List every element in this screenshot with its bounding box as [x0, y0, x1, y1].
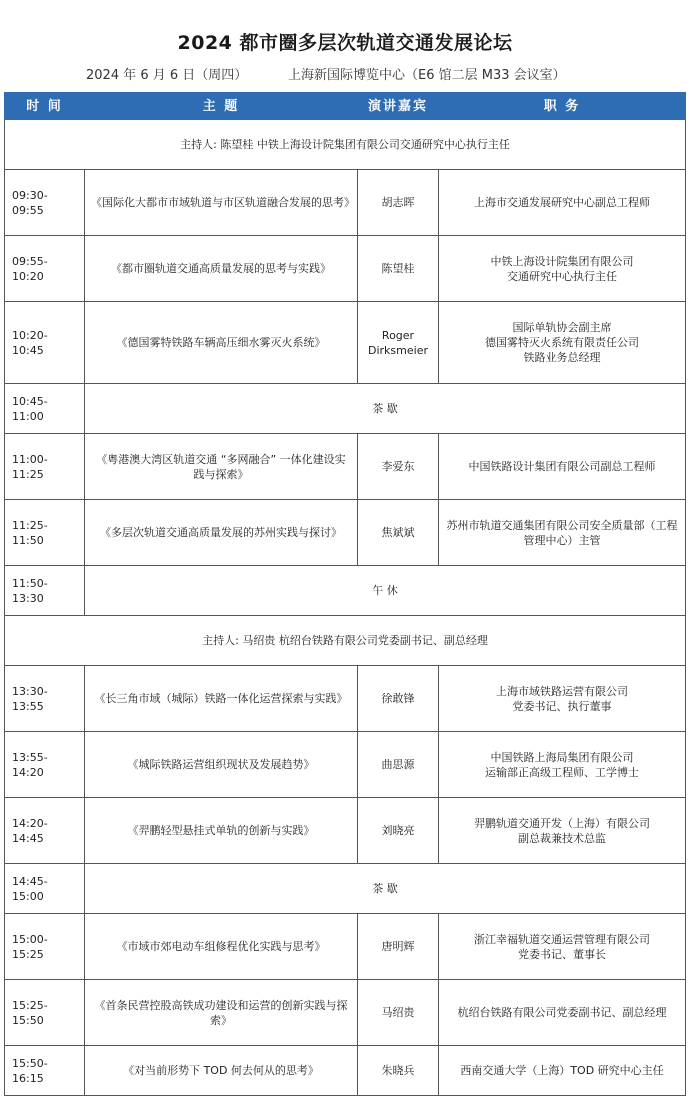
host-cell: 主持人: 陈望桂 中铁上海设计院集团有限公司交通研究中心执行主任 [5, 120, 686, 170]
time-cell: 09:55-10:20 [5, 236, 85, 302]
time-cell: 09:30-09:55 [5, 170, 85, 236]
speaker-cell: 朱晓兵 [358, 1046, 439, 1096]
role-cell: 杭绍台铁路有限公司党委副书记、副总经理 [439, 980, 686, 1046]
table-row [5, 864, 686, 914]
topic-cell: 《首条民营控股高铁成功建设和运营的创新实践与探索》 [85, 980, 358, 1046]
role-cell: 中国铁路设计集团有限公司副总工程师 [439, 434, 686, 500]
time-cell: 14:45-15:00 [5, 864, 85, 914]
header-role: 职 务 [439, 93, 686, 120]
speaker-cell: 徐敢锋 [358, 666, 439, 732]
table-row [5, 302, 686, 384]
break-cell: 午 休 [85, 566, 686, 616]
speaker-cell: 马绍贵 [358, 980, 439, 1046]
topic-cell: 《对当前形势下 TOD 何去何从的思考》 [85, 1046, 358, 1096]
table-row [5, 434, 686, 500]
topic-cell: 《城际铁路运营组织现状及发展趋势》 [85, 732, 358, 798]
time-cell: 14:20-14:45 [5, 798, 85, 864]
speaker-cell: 李爱东 [358, 434, 439, 500]
speaker-cell: 焦斌斌 [358, 500, 439, 566]
table-row [5, 616, 686, 666]
table-row [5, 170, 686, 236]
table-row [5, 732, 686, 798]
role-cell: 中铁上海设计院集团有限公司 交通研究中心执行主任 [439, 236, 686, 302]
event-venue: 上海新国际博览中心（E6 馆二层 M33 会议室） [288, 68, 566, 83]
table-row [5, 666, 686, 732]
table-row [5, 384, 686, 434]
time-cell: 11:25-11:50 [5, 500, 85, 566]
time-cell: 15:50-16:15 [5, 1046, 85, 1096]
break-cell: 茶 歇 [85, 384, 686, 434]
role-cell: 羿鹏轨道交通开发（上海）有限公司 副总裁兼技术总监 [439, 798, 686, 864]
time-cell: 13:30-13:55 [5, 666, 85, 732]
role-cell: 国际单轨协会副主席 德国雾特灭火系统有限责任公司 铁路业务总经理 [439, 302, 686, 384]
role-cell: 中国铁路上海局集团有限公司 运输部正高级工程师、工学博士 [439, 732, 686, 798]
table-row [5, 236, 686, 302]
topic-cell: 《德国雾特铁路车辆高压细水雾灭火系统》 [85, 302, 358, 384]
speaker-cell: 陈望桂 [358, 236, 439, 302]
time-cell: 13:55-14:20 [5, 732, 85, 798]
host-cell: 主持人: 马绍贵 杭绍台铁路有限公司党委副书记、副总经理 [5, 616, 686, 666]
table-row [5, 566, 686, 616]
time-cell: 11:00-11:25 [5, 434, 85, 500]
topic-cell: 《长三角市域（城际）铁路一体化运营探索与实践》 [85, 666, 358, 732]
topic-cell: 《粤港澳大湾区轨道交通 “多网融合” 一体化建设实践与探索》 [85, 434, 358, 500]
table-row [5, 798, 686, 864]
table-row [5, 1046, 686, 1096]
role-cell: 西南交通大学（上海）TOD 研究中心主任 [439, 1046, 686, 1096]
break-cell: 茶 歇 [85, 864, 686, 914]
header-speaker: 演讲嘉宾 [358, 93, 439, 120]
role-cell: 上海市交通发展研究中心副总工程师 [439, 170, 686, 236]
time-cell: 15:00-15:25 [5, 914, 85, 980]
topic-cell: 《都市圈轨道交通高质量发展的思考与实践》 [85, 236, 358, 302]
event-date: 2024 年 6 月 6 日（周四） [86, 68, 248, 83]
header-time: 时 间 [5, 93, 85, 120]
role-cell: 上海市域铁路运营有限公司 党委书记、执行董事 [439, 666, 686, 732]
speaker-cell: 曲思源 [358, 732, 439, 798]
role-cell: 苏州市轨道交通集团有限公司安全质量部（工程管理中心）主管 [439, 500, 686, 566]
table-row [5, 980, 686, 1046]
role-cell: 浙江幸福轨道交通运营管理有限公司 党委书记、董事长 [439, 914, 686, 980]
agenda-table [4, 92, 686, 1096]
topic-cell: 《国际化大都市市域轨道与市区轨道融合发展的思考》 [85, 170, 358, 236]
speaker-cell: 刘晓亮 [358, 798, 439, 864]
topic-cell: 《多层次轨道交通高质量发展的苏州实践与探讨》 [85, 500, 358, 566]
table-row [5, 120, 686, 170]
speaker-cell: 胡志晖 [358, 170, 439, 236]
page-title: 2024 都市圈多层次轨道交通发展论坛 [177, 32, 513, 54]
topic-cell: 《羿鹏轻型悬挂式单轨的创新与实践》 [85, 798, 358, 864]
table-row [5, 914, 686, 980]
time-cell: 15:25-15:50 [5, 980, 85, 1046]
header-topic: 主 题 [85, 93, 358, 120]
speaker-cell: Roger Dirksmeier [358, 302, 439, 384]
time-cell: 11:50-13:30 [5, 566, 85, 616]
agenda-body [5, 120, 686, 1096]
speaker-cell: 唐明辉 [358, 914, 439, 980]
time-cell: 10:45-11:00 [5, 384, 85, 434]
table-header-row [5, 93, 686, 120]
topic-cell: 《市域市郊电动车组修程优化实践与思考》 [85, 914, 358, 980]
table-row [5, 500, 686, 566]
time-cell: 10:20-10:45 [5, 302, 85, 384]
